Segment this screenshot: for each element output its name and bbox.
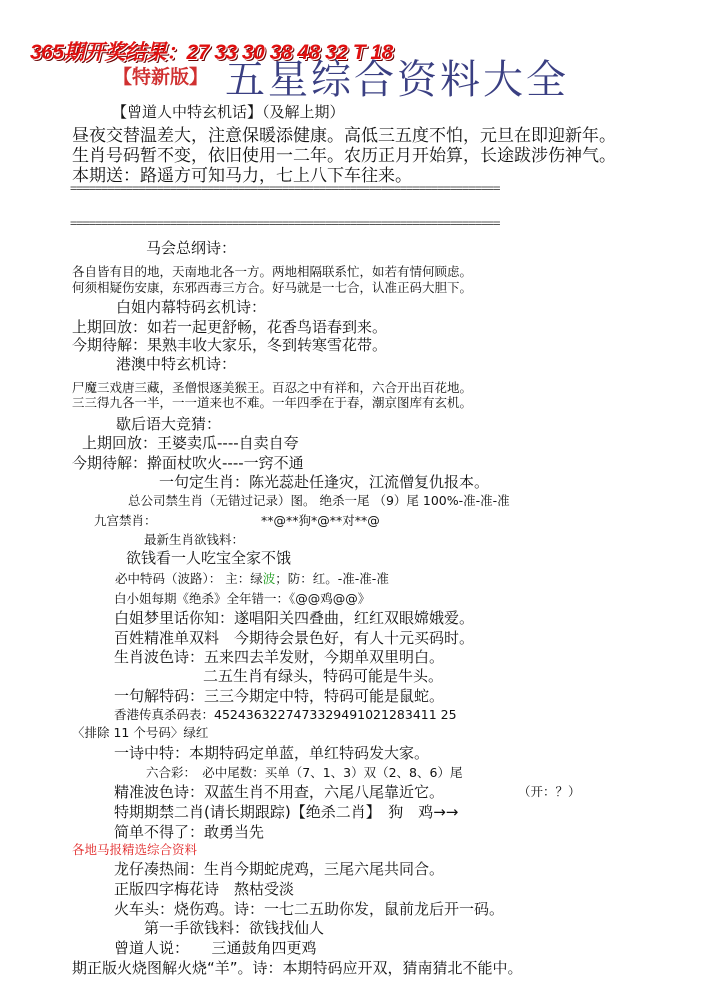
tail-numbers: 六合彩： 必中尾数：买单（7、1、3）双（2、8、6）尾: [146, 765, 463, 780]
jiugong-ban-label: 九宫禁肖：: [94, 513, 157, 528]
wave-main: 主：绿: [225, 571, 263, 586]
wave-green-word: 波: [262, 571, 276, 586]
precise-wave-poem: 精准波色诗：双蓝生肖不用查，六尾八尾靠近它。: [114, 783, 445, 801]
wave-label-text: 必中特码（波路）：: [115, 571, 222, 586]
regional-line-3: 火车头：烧伤鸡。诗：一七二五助你发，鼠前龙后开一码。: [114, 900, 505, 918]
intro-line-3: 本期送：路遥方可知马力，七上八下车往来。: [72, 166, 412, 186]
baixiaojie-kill: 白小姐每期《绝杀》全年错一：《@@鸡@@》: [114, 591, 371, 606]
regional-line-1: 龙仔凑热闹：生肖今期蛇虎鸡，三尾六尾共同合。: [114, 860, 445, 878]
wave-backup: ；防：红。-准-准-准: [275, 571, 389, 586]
mahui-title: 马会总纲诗：: [146, 239, 237, 257]
gangao-line-2: 三三得九各一半，一一道来也不难。一年四季在于春，潮京图库有玄机。: [72, 395, 473, 410]
intro-heading: 【曾道人中特玄机话】（及解上期）: [112, 103, 345, 121]
special-edition-tag: 【特新版】: [113, 66, 209, 88]
xiehouyu-now: 今期待解：擀面杖吹火----一窍不通: [72, 454, 304, 472]
xiehouyu-title: 歇后语大竞猜：: [116, 415, 222, 433]
baijie-line-1: 上期回放：如若一起更舒畅，花香鸟语春到来。: [72, 318, 388, 336]
latest-zodiac-title: 最新生肖欲钱料：: [144, 532, 245, 547]
oddeven-material: 百姓精准单双料 今期待会景色好，有人十元买码时。: [114, 629, 475, 647]
wave-label: [115, 569, 389, 587]
ban-two-zodiac: 特期期禁二肖(请长期跟踪)【绝杀二肖】 狗 鸡→→: [114, 803, 459, 821]
wave-poem-2: 二五生肖有绿头，特码可能是牛头。: [203, 667, 444, 685]
mahui-line-2: 何须相疑伤安康，东邪西毒三方合。好马就是一七合，认准正码大胆下。: [72, 280, 473, 295]
open-result: （开：？）: [518, 784, 581, 799]
intro-line-2: 生肖号码暂不变，依旧使用一二年。农历正月开始算，长途跋涉伤神气。: [72, 146, 616, 166]
regional-line-2: 正版四字梅花诗 熬枯受淡: [114, 880, 295, 898]
jiugong-ban-value: **@**狗*@**对**@: [261, 513, 380, 528]
page-title: 五星综合资料大全: [225, 57, 569, 103]
mahui-line-1: 各自皆有目的地，天南地北各一方。两地相隔联系忙，如若有情何顾虑。: [72, 264, 473, 279]
intro-line-1: 昼夜交替温差大，注意保暖添健康。高低三五度不怕，元旦在即迎新年。: [72, 126, 616, 146]
company-ban: 总公司禁生肖（无错过记录）图。 绝杀一尾 （9）尾 100%-准-准-准: [128, 493, 510, 508]
baijie-dream: 白姐梦里话你知：遂唱阳关四叠曲，红红双眼嫦娥爱。: [114, 609, 475, 627]
divider-1: =====================================================================: [70, 181, 500, 195]
regional-line-5: 曾道人说： 三通鼓角四更鸡: [114, 939, 317, 957]
hk-fax-kill: 香港传真杀码表：4524363227473329491021283411 25: [114, 707, 457, 722]
one-line-code: 一句解特码：三三今期定中特，特码可能是鼠蛇。: [114, 687, 445, 705]
divider-2: =====================================================================: [70, 216, 500, 230]
one-line-zodiac: 一句定生肖：陈光蕊赴任逢灾，江流僧复仇报本。: [159, 473, 490, 491]
poem-special: 一诗中特：本期特码定单蓝，单红特码发大家。: [114, 744, 430, 762]
gangao-line-1: 尸魔三戏唐三藏，圣僧恨逐美猴王。百忍之中有祥和，六合开出百花地。: [72, 380, 473, 395]
regional-line-4: 第一手欲钱料：欲钱找仙人: [144, 919, 325, 937]
wave-poem-1: 生肖波色诗：五来四去羊发财，今期单双里明白。: [114, 648, 445, 666]
regional-line-6: 期正版火烧图解火烧“羊”。诗：本期特码应开双，猜南猜北不能中。: [72, 959, 523, 977]
xiehouyu-last: 上期回放：王婆卖瓜----自卖自夸: [82, 434, 299, 452]
baijie-title: 白姐内幕特码玄机诗：: [116, 298, 267, 316]
latest-zodiac-riddle: 欲钱看一人吃宝全家不饿: [126, 549, 292, 567]
regional-title: 各地马报精选综合资料: [72, 842, 198, 857]
exclude-numbers: 〈排除 11 个号码〉绿红: [72, 725, 209, 740]
gangao-title: 港澳中特玄机诗：: [116, 355, 237, 373]
results-banner: 365期开奖结果：27 33 30 38 48 32 T 18: [30, 41, 393, 64]
simple-unbelievable: 简单不得了：敢勇当先: [114, 823, 265, 841]
baijie-line-2: 今期待解：果熟丰收大家乐，冬到转寒雪花带。: [72, 336, 388, 354]
